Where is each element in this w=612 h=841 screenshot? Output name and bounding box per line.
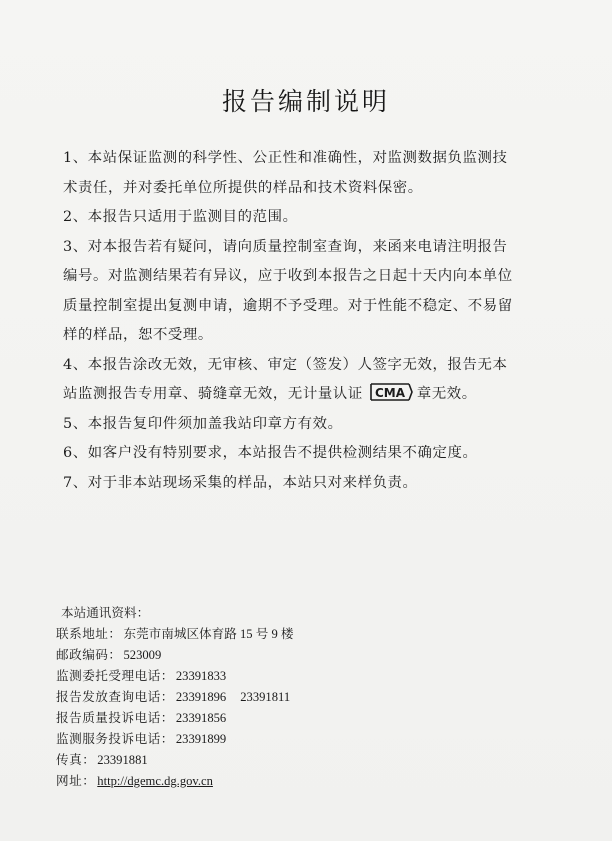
contact-heading: 本站通讯资料： [61, 606, 150, 620]
entrust-label: 监测委托受理电话： [56, 669, 174, 683]
clause-1 [63, 144, 521, 203]
clause-7-text: 7、对于非本站现场采集的样品，本站只对来样负责。 [63, 474, 418, 491]
dispatch-label: 报告发放查询电话： [56, 690, 174, 704]
contact-dispatch-phone [56, 687, 516, 708]
quality-label: 报告质量投诉电话： [56, 711, 174, 725]
postcode-value: 523009 [123, 648, 162, 662]
fax-value: 23391881 [97, 753, 148, 767]
address-value: 东莞市南城区体育路 15 号 9 楼 [123, 627, 294, 641]
clause-6 [63, 439, 521, 469]
contact-info [56, 603, 516, 792]
clause-4-text-before: 4、本报告涂改无效，无审核、审定（签发）人签字无效，报告无本站监测报告专用章、骑缝章无效，无计量认证 [63, 356, 508, 402]
clause-2-text: 2、本报告只适用于监测目的范围。 [63, 209, 298, 225]
clause-4-text-after: 章无效。 [416, 386, 477, 402]
postcode-label: 邮政编码： [56, 648, 122, 662]
clause-4 [63, 351, 521, 410]
quality-value: 23391856 [175, 711, 227, 725]
website-link[interactable]: http://dgemc.dg.gov.cn [97, 774, 213, 788]
contact-service-phone [56, 729, 516, 750]
clause-3 [63, 233, 521, 351]
clause-list [63, 144, 521, 498]
entrust-value: 23391833 [175, 669, 227, 683]
clause-3-text: 3、对本报告若有疑问，请向质量控制室查询，来函来电请注明报告编号。对监测结果若有异议，应于收到本报告之日起十天内向本单位质量控制室提出复测申请，逾期不予受理。对于性能不稳定、不易留样的样品，恕不受理。 [63, 238, 513, 343]
contact-website [56, 771, 516, 792]
contact-postcode [56, 645, 516, 666]
dispatch-value-1: 23391896 [175, 690, 227, 704]
service-value: 23391899 [175, 732, 227, 746]
clause-1-text: 1、本站保证监测的科学性、公正性和准确性，对监测数据负监测技术责任，并对委托单位所提供的样品和技术资料保密。 [63, 150, 508, 196]
cma-seal-text: CMA [374, 386, 405, 400]
clause-5-text: 5、本报告复印件须加盖我站印章方有效。 [63, 415, 343, 432]
dispatch-value-2: 23391811 [240, 690, 291, 704]
clause-7 [63, 469, 521, 499]
contact-address [56, 624, 516, 645]
fax-label: 传真： [56, 753, 96, 767]
cma-seal-icon [367, 382, 413, 402]
contact-entrust-phone [56, 666, 516, 687]
contact-fax [56, 750, 516, 771]
contact-quality-phone [56, 708, 516, 729]
clause-6-text: 6、如客户没有特别要求，本站报告不提供检测结果不确定度。 [63, 445, 478, 461]
clause-2 [63, 203, 521, 233]
address-label: 联系地址： [56, 627, 122, 641]
page-title: 报告编制说明 [221, 87, 390, 116]
clause-5 [63, 410, 521, 440]
web-label: 网址： [56, 774, 96, 788]
service-label: 监测服务投诉电话： [56, 732, 174, 746]
